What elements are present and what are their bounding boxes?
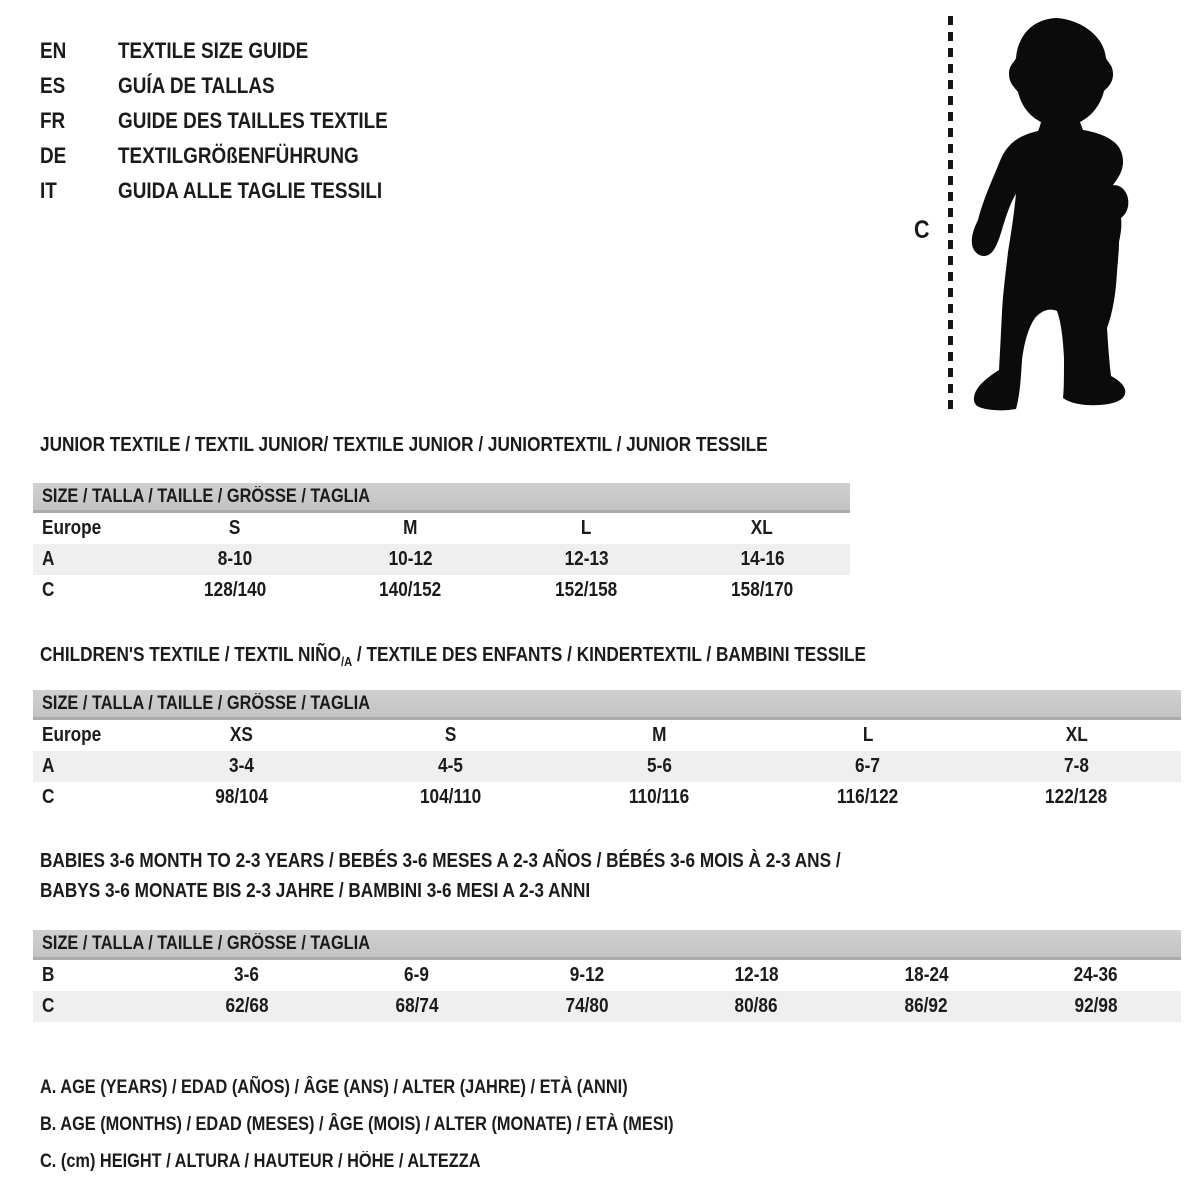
footnote-c: C. (cm) HEIGHT / ALTURA / HAUTEUR / HÖHE / ALTEZZA [40,1150,481,1172]
value-cell: S [229,517,241,539]
babies-section-heading [40,846,971,906]
row-label-cell: A [42,548,55,570]
row-label-cell: Europe [42,517,102,539]
lang-row-es [40,68,432,103]
row-label-cell: C [42,995,55,1017]
value-cell: 14-16 [740,548,785,570]
value-cell: M [651,724,667,746]
value-cell: 6-7 [855,755,881,777]
value-cell: 10-12 [388,548,433,570]
value-cell: 110/116 [628,786,690,808]
footnote-a: A. AGE (YEARS) / EDAD (AÑOS) / ÂGE (ANS) / ALTER (JAHRE) / ETÀ (ANNI) [40,1076,628,1098]
value-cell: 24-36 [1074,964,1119,986]
table-row [33,782,1181,813]
lang-title-it: GUIDA ALLE TAGLIE TESSILI [118,177,383,203]
children-section-heading: CHILDREN'S TEXTILE / TEXTIL $NIÑO_{/A}$ / TEXTILE DES ENFANTS / KINDERTEXTIL / BAMBINI TESSILE [40,644,866,669]
value-cell: 12-18 [734,964,779,986]
lang-code-es: ES [40,72,66,98]
footnotes [40,1069,777,1180]
value-cell: 18-24 [904,964,949,986]
value-cell: 4-5 [437,755,463,777]
value-cell: 152/158 [555,579,618,601]
value-cell: L [862,724,874,746]
value-cell: 12-13 [564,548,609,570]
value-cell: 140/152 [379,579,442,601]
value-cell: 128/140 [203,579,266,601]
row-label-cell: Europe [42,724,102,746]
height-measure-dashed-line [948,16,953,416]
row-label-cell: A [42,755,55,777]
value-cell: 92/98 [1074,995,1118,1017]
children-size-table [33,690,1181,813]
lang-row-fr [40,103,432,138]
value-cell: 80/86 [734,995,778,1017]
lang-code-en: EN [40,37,67,63]
value-cell: 116/122 [837,786,899,808]
table-row [33,544,850,575]
value-cell: 98/104 [215,786,268,808]
table-row [33,751,1181,782]
babies-size-band: SIZE / TALLA / TAILLE / GRÖSSE / TAGLIA [33,930,1181,960]
value-cell: 3-6 [234,964,260,986]
lang-code-de: DE [40,142,67,168]
table-row [33,513,850,544]
lang-title-de: TEXTILGRÖßENFÜHRUNG [118,142,359,168]
toddler-silhouette-image [968,14,1132,414]
junior-section-heading: JUNIOR TEXTILE / TEXTIL JUNIOR/ TEXTILE JUNIOR / JUNIORTEXTIL / JUNIOR TESSILE [40,434,768,456]
junior-size-band: SIZE / TALLA / TAILLE / GRÖSSE / TAGLIA [33,483,850,513]
children-heading-subscript: /A [340,654,353,669]
value-cell: 74/80 [565,995,609,1017]
table-row [33,720,1181,751]
value-cell: 62/68 [225,995,269,1017]
value-cell: 104/110 [419,786,481,808]
value-cell: 68/74 [395,995,439,1017]
height-measure-label: C [914,216,930,244]
value-cell: 158/170 [731,579,794,601]
value-cell: M [403,517,418,539]
babies-size-table [33,930,1181,1022]
value-cell: 5-6 [646,755,672,777]
value-cell: XS [229,724,253,746]
lang-title-fr: GUIDE DES TAILLES TEXTILE [118,107,388,133]
babies-heading-line2: BABYS 3-6 MONATE BIS 2-3 JAHRE / BAMBINI 3-6 MESI A 2-3 ANNI [40,880,591,902]
table-row [33,960,1181,991]
value-cell: 7-8 [1064,755,1090,777]
row-label-cell: C [42,786,55,808]
lang-code-it: IT [40,177,57,203]
lang-title-en: TEXTILE SIZE GUIDE [118,37,309,63]
lang-code-fr: FR [40,107,66,133]
children-size-band: SIZE / TALLA / TAILLE / GRÖSSE / TAGLIA [33,690,1181,720]
value-cell: 6-9 [404,964,430,986]
lang-title-es: GUÍA DE TALLAS [118,72,275,98]
row-label-cell: C [42,579,55,601]
babies-heading-line1: BABIES 3-6 MONTH TO 2-3 YEARS / BEBÉS 3-6 MESES A 2-3 AÑOS / BÉBÉS 3-6 MOIS À 2-3 ANS / [40,850,841,872]
value-cell: XL [751,517,774,539]
value-cell: 9-12 [569,964,604,986]
value-cell: L [581,517,592,539]
value-cell: 122/128 [1045,786,1108,808]
footnote-b: B. AGE (MONTHS) / EDAD (MESES) / ÂGE (MOIS) / ALTER (MONATE) / ETÀ (MESI) [40,1113,674,1135]
lang-row-de [40,138,432,173]
value-cell: XL [1065,724,1088,746]
table-row [33,575,850,606]
junior-size-table [33,483,850,606]
value-cell: S [444,724,456,746]
language-title-list [40,33,432,208]
table-row [33,991,1181,1022]
value-cell: 86/92 [904,995,948,1017]
lang-row-en [40,33,432,68]
row-label-cell: B [42,964,55,986]
value-cell: 8-10 [217,548,253,570]
lang-row-it [40,173,432,208]
value-cell: 3-4 [228,755,254,777]
